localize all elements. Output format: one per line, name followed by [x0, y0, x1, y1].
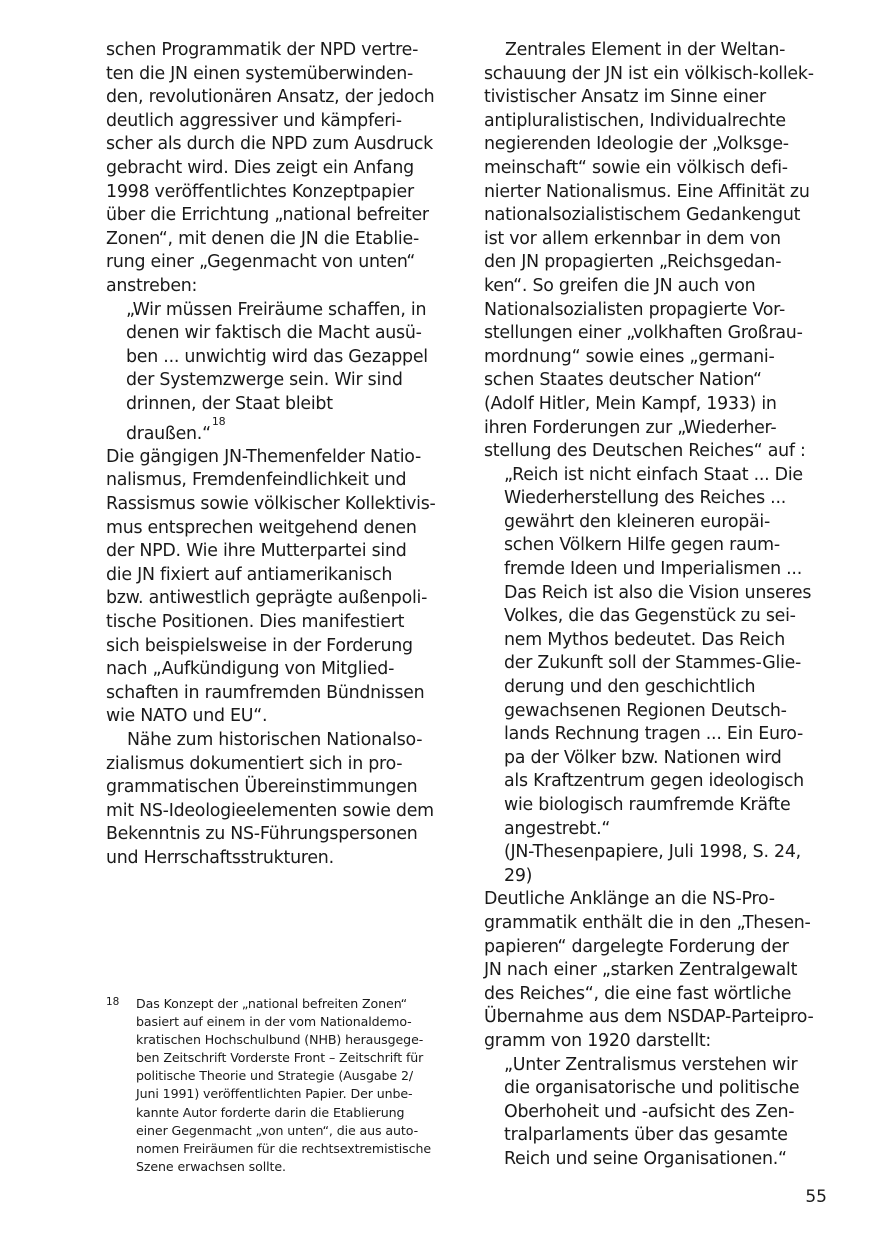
footnote-number: 18	[106, 996, 120, 1008]
quote-line: „Wir müssen Freiräume schaffen, in	[126, 299, 427, 320]
quote-line: die organisatorische und politische	[504, 1078, 800, 1099]
text-line: ist vor allem erkennbar in dem von	[484, 228, 781, 249]
text-line: schaften in raumfremden Bündnissen	[106, 682, 425, 703]
text-line: anstreben:	[106, 275, 198, 296]
text-line: die JN fixiert auf antiamerikanisch	[106, 564, 393, 585]
footnote-text	[136, 995, 456, 1176]
footnote-line: politische Theorie und Strategie (Ausgabe 2/	[136, 1068, 414, 1084]
right-block-quote-2	[484, 1054, 829, 1172]
left-column	[106, 39, 456, 871]
text-line: mit NS-Ideologieelementen sowie dem	[106, 800, 434, 821]
text-line: den, revolutionären Ansatz, der jedoch	[106, 87, 435, 108]
text-line: gramm von 1920 darstellt:	[484, 1030, 712, 1051]
quote-source-line: 29)	[504, 865, 533, 886]
text-line: Nationalsozialisten propagierte Vor-	[484, 299, 785, 320]
quote-line: Wiederherstellung des Reiches ...	[504, 488, 787, 509]
right-paragraph-1	[484, 39, 829, 464]
footnote	[106, 995, 456, 1176]
text-line: und Herrschaftsstrukturen.	[106, 847, 334, 868]
text-line: wie NATO und EU“.	[106, 706, 268, 727]
text-line: schen Staates deutscher Nation“	[484, 370, 762, 391]
text-line: nationalsozialistischem Gedankengut	[484, 205, 801, 226]
text-line: der NPD. Wie ihre Mutterpartei sind	[106, 541, 407, 562]
quote-last-text: draußen.“	[126, 423, 211, 444]
text-line: ten die JN einen systemüberwinden-	[106, 63, 414, 84]
quote-line: „Unter Zentralismus verstehen wir	[504, 1054, 798, 1075]
quote-source-line: (JN-Thesenpapiere, Juli 1998, S. 24,	[504, 842, 801, 863]
text-line: ken“. So greifen die JN auch von	[484, 275, 756, 296]
footnote-reference[interactable]: 18	[211, 414, 226, 428]
quote-line: lands Rechnung tragen ... Ein Euro-	[504, 724, 804, 745]
text-line: den JN propagierten „Reichsgedan-	[484, 252, 782, 273]
quote-line: nem Mythos bedeutet. Das Reich	[504, 629, 785, 650]
text-line: tivistischer Ansatz im Sinne einer	[484, 87, 766, 108]
right-block-quote-1	[484, 464, 829, 889]
footnote-line: ben Zeitschrift Vorderste Front – Zeitschrift für	[136, 1050, 424, 1066]
text-line: Bekenntnis zu NS-Führungspersonen	[106, 824, 418, 845]
footnote-line: basiert auf einem in der vom Nationaldemo-	[136, 1014, 412, 1030]
text-line: scher als durch die NPD zum Ausdruck	[106, 134, 433, 155]
text-line: Zentrales Element in der Weltan-	[505, 40, 786, 60]
quote-line: ben ... unwichtig wird das Gezappel	[126, 346, 428, 367]
text-line: zialismus dokumentiert sich in pro-	[106, 753, 403, 774]
quote-line: der Zukunft soll der Stammes-Glie-	[504, 653, 802, 674]
footnote-line: kannte Autor forderte darin die Etablierung	[136, 1104, 405, 1120]
text-line: papieren“ dargelegte Forderung der	[484, 936, 789, 957]
quote-line: Oberhoheit und -aufsicht des Zen-	[504, 1101, 795, 1122]
text-line: sich beispielsweise in der Forderung	[106, 635, 413, 656]
text-line: deutlich aggressiver und kämpferi-	[106, 110, 402, 131]
text-line: mus entsprechen weitgehend denen	[106, 517, 417, 538]
text-line: nalismus, Fremdenfeindlichkeit und	[106, 470, 407, 491]
quote-line: pa der Völker bzw. Nationen wird	[504, 747, 782, 768]
quote-line: als Kraftzentrum gegen ideologisch	[504, 771, 804, 792]
text-line: grammatischen Übereinstimmungen	[106, 777, 418, 798]
text-line: (Adolf Hitler, Mein Kampf, 1933) in	[484, 393, 777, 414]
right-paragraph-2	[484, 888, 829, 1053]
text-line: schen Programmatik der NPD vertre-	[106, 40, 419, 60]
footnote-line: einer Gegenmacht „von unten“, die aus auto-	[136, 1122, 419, 1138]
quote-line: „Reich ist nicht einfach Staat ... Die	[504, 464, 803, 485]
footnote-line: kratischen Hochschulbund (NHB) herausgege-	[136, 1032, 424, 1048]
right-column	[484, 39, 829, 1172]
text-line: Deutliche Anklänge an die NS-Pro-	[484, 889, 775, 910]
quote-line: Das Reich ist also die Vision unseres	[504, 582, 812, 603]
text-line: meinschaft“ sowie ein völkisch defi-	[484, 157, 788, 178]
text-line: Nähe zum historischen Nationalso-	[127, 730, 423, 751]
text-line: negierenden Ideologie der „Volksge-	[484, 134, 789, 155]
text-line: gebracht wird. Dies zeigt ein Anfang	[106, 157, 414, 178]
quote-line: angestrebt.“	[504, 818, 611, 839]
quote-line: gewährt den kleineren europäi-	[504, 511, 771, 532]
text-line: ihren Forderungen zur „Wiederher-	[484, 417, 777, 438]
quote-line: schen Völkern Hilfe gegen raum-	[504, 535, 780, 556]
text-line: Rassismus sowie völkischer Kollektivis-	[106, 494, 436, 515]
text-line: bzw. antiwestlich geprägte außenpoli-	[106, 588, 428, 609]
left-paragraph-2	[106, 446, 456, 729]
left-paragraph-1	[106, 39, 456, 299]
quote-line: fremde Ideen und Imperialismen ...	[504, 559, 802, 580]
text-line: nach „Aufkündigung von Mitglied-	[106, 659, 395, 680]
text-line: tische Positionen. Dies manifestiert	[106, 612, 405, 633]
text-line: nierter Nationalismus. Eine Affinität zu	[484, 181, 810, 202]
quote-line: drinnen, der Staat bleibt	[126, 393, 333, 414]
left-paragraph-3	[106, 729, 456, 871]
text-line: schauung der JN ist ein völkisch-kollek-	[484, 63, 814, 84]
quote-line: Reich und seine Organisationen.“	[504, 1148, 787, 1169]
text-line: 1998 veröffentlichtes Konzeptpapier	[106, 181, 414, 202]
quote-line	[126, 414, 456, 446]
footnote-line: Juni 1991) veröffentlichten Papier. Der unbe-	[136, 1086, 413, 1102]
footnote-line: Das Konzept der „national befreiten Zonen“	[136, 996, 408, 1011]
text-line: Übernahme aus dem NSDAP-Parteipro-	[484, 1007, 814, 1028]
quote-line: Volkes, die das Gegenstück zu sei-	[504, 606, 796, 627]
text-line: rung einer „Gegenmacht von unten“	[106, 252, 416, 273]
quote-line: denen wir faktisch die Macht ausü-	[126, 323, 422, 344]
footnote-line: Szene erwachsen sollte.	[136, 1158, 286, 1174]
text-line: stellung des Deutschen Reiches“ auf :	[484, 441, 806, 462]
text-line: Zonen“, mit denen die JN die Etablie-	[106, 228, 419, 249]
text-line: antipluralistischen, Individualrechte	[484, 110, 786, 131]
footnote-line: nomen Freiräumen für die rechtsextremistische	[136, 1140, 431, 1156]
quote-line: derung und den geschichtlich	[504, 677, 756, 698]
text-line: grammatik enthält die in den „Thesen-	[484, 912, 811, 933]
quote-line: wie biologisch raumfremde Kräfte	[504, 795, 791, 815]
page-number: 55	[805, 1187, 827, 1207]
text-line: über die Errichtung „national befreiter	[106, 205, 429, 226]
text-line: des Reiches“, die eine fast wörtliche	[484, 983, 792, 1004]
quote-line: gewachsenen Regionen Deutsch-	[504, 700, 787, 721]
left-block-quote	[106, 299, 456, 446]
quote-line: der Systemzwerge sein. Wir sind	[126, 370, 403, 391]
text-line: JN nach einer „starken Zentralgewalt	[484, 960, 798, 981]
text-line: Die gängigen JN-Themenfelder Natio-	[106, 446, 422, 467]
text-line: mordnung“ sowie eines „germani-	[484, 346, 775, 367]
text-line: stellungen einer „volkhaften Großrau-	[484, 323, 803, 344]
quote-line: tralparlaments über das gesamte	[504, 1125, 788, 1146]
